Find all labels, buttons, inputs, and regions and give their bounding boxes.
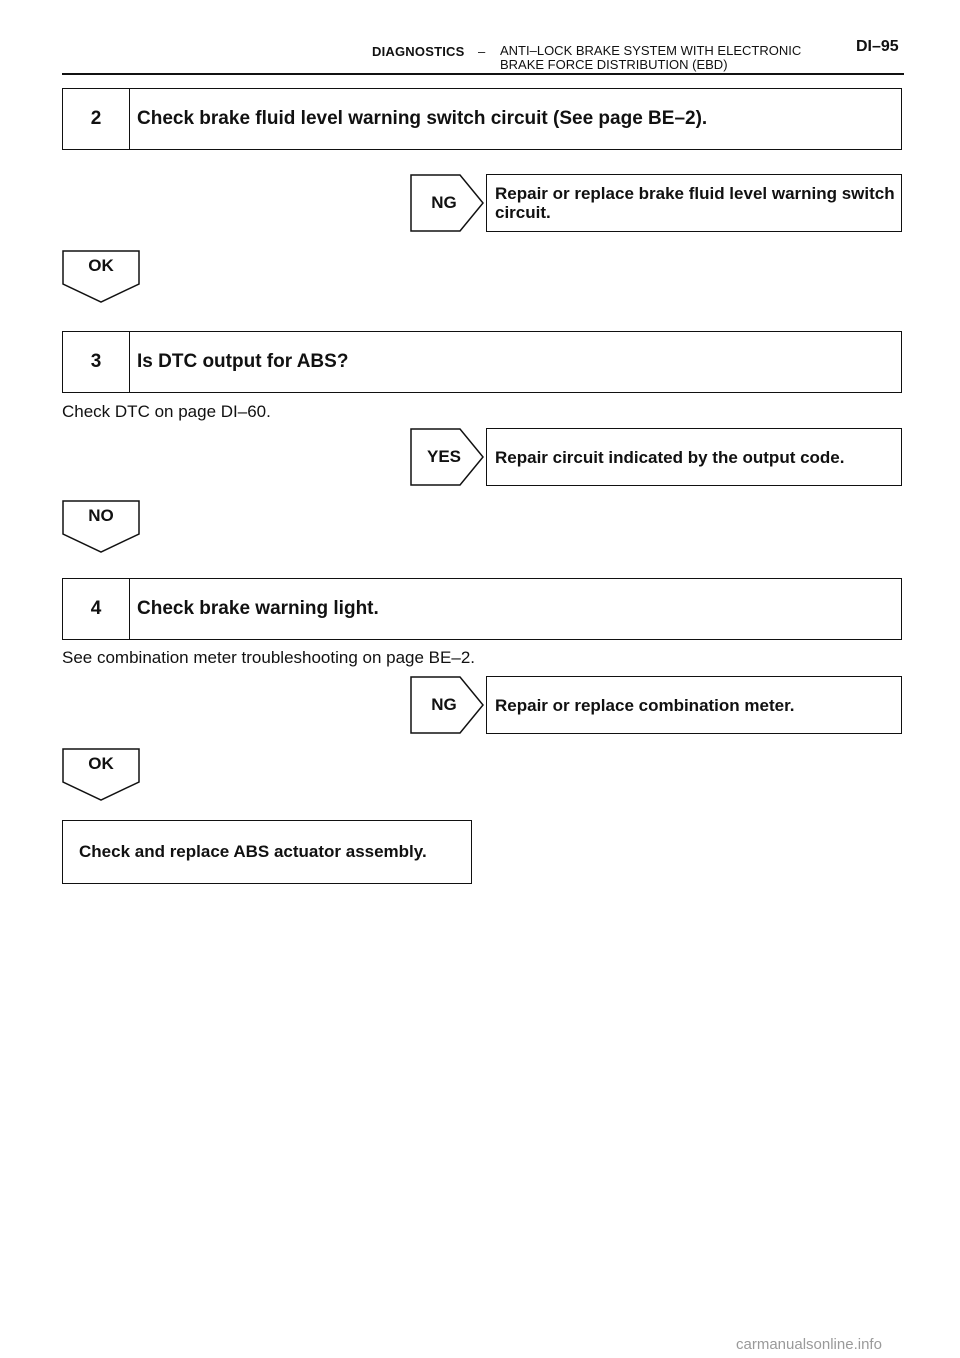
- step-3-number: 3: [63, 332, 130, 392]
- header-title-line1: ANTI–LOCK BRAKE SYSTEM WITH ELECTRONIC: [500, 43, 802, 58]
- step-4-ng-arrow: [410, 676, 484, 734]
- step-3-result-text: Repair circuit indicated by the output code.: [495, 447, 845, 467]
- step-4-continue-label: OK: [88, 754, 114, 773]
- final-action-text: Check and replace ABS actuator assembly.: [79, 842, 427, 861]
- step-2-continue-label: OK: [88, 256, 114, 275]
- page-number: DI–95: [856, 38, 899, 55]
- step-4-box: [62, 578, 902, 640]
- step-3-branch-label: YES: [426, 447, 462, 466]
- step-2-number: 2: [63, 89, 130, 149]
- step-4-title: Check brake warning light.: [137, 598, 379, 619]
- header-section: DIAGNOSTICS: [372, 44, 465, 59]
- header-rule: [62, 73, 904, 75]
- step-2-title: Check brake fluid level warning switch circuit (See page BE–2).: [137, 108, 708, 129]
- step-3-no-arrow: [62, 500, 140, 554]
- step-2-branch-label: NG: [431, 193, 457, 212]
- step-3-result-box: [486, 428, 902, 486]
- step-3-title: Is DTC output for ABS?: [137, 351, 349, 372]
- step-4-branch-label: NG: [431, 695, 457, 714]
- final-action-box: [62, 820, 472, 884]
- step-4-result-text: Repair or replace combination meter.: [495, 695, 795, 715]
- step-4-note: See combination meter troubleshooting on page BE–2.: [62, 648, 475, 667]
- step-4-number: 4: [63, 579, 130, 639]
- step-2-ok-arrow: [62, 250, 140, 304]
- step-4-ok-arrow: [62, 748, 140, 802]
- footer-watermark: carmanualsonline.info: [736, 1336, 882, 1353]
- step-2-result-text: Repair or replace brake fluid level warning switch circuit.: [495, 184, 895, 222]
- header-title-line2: BRAKE FORCE DISTRIBUTION (EBD): [500, 57, 728, 72]
- header-dash: –: [478, 44, 486, 59]
- step-4-result-box: [486, 676, 902, 734]
- step-3-continue-label: NO: [88, 506, 114, 525]
- step-2-box: [62, 88, 902, 150]
- step-2-result-box: [486, 174, 902, 232]
- step-3-yes-arrow: [410, 428, 484, 486]
- step-3-box: [62, 331, 902, 393]
- step-2-ng-arrow: [410, 174, 484, 232]
- step-3-note: Check DTC on page DI–60.: [62, 402, 271, 421]
